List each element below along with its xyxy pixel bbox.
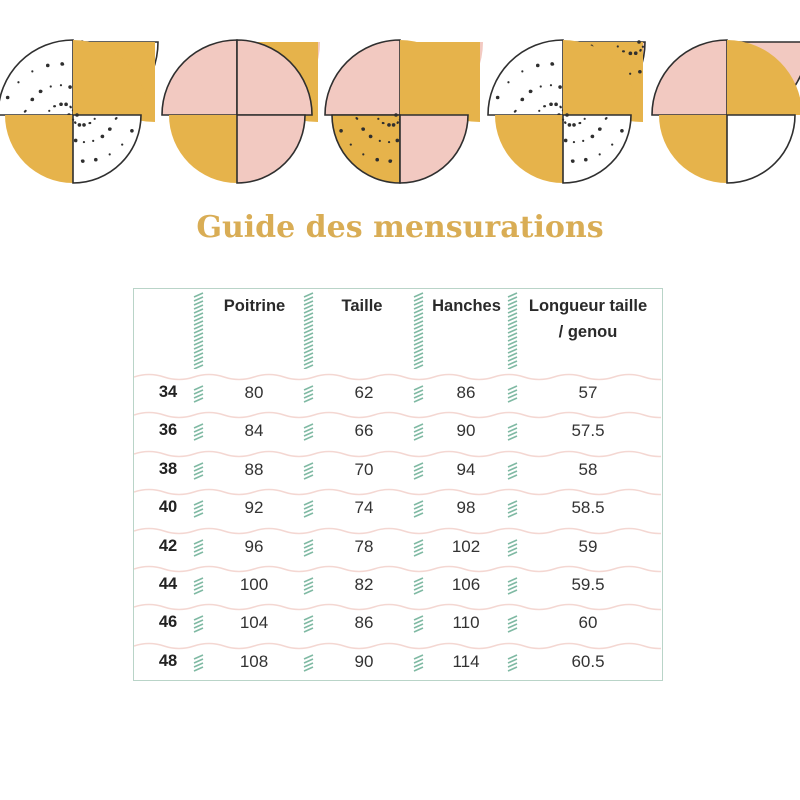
table-cell-poitrine: 80: [244, 383, 264, 402]
size-label: 34: [158, 383, 178, 401]
pattern-dot: [388, 159, 392, 163]
row-hatch-divider: [412, 422, 426, 442]
pattern-dot: [637, 40, 641, 44]
pattern-dot: [617, 45, 619, 47]
pattern-dot: [605, 117, 607, 119]
pattern-dot: [611, 143, 613, 145]
pattern-dot: [397, 122, 399, 124]
row-hatch-divider: [506, 499, 520, 519]
pattern-dot: [514, 111, 516, 113]
pattern-dot: [83, 141, 85, 143]
table-cell-poitrine: 100: [239, 575, 269, 594]
pattern-dot: [377, 118, 379, 120]
pattern-dot: [60, 84, 62, 86]
pattern-dot: [74, 139, 78, 143]
row-hatch-divider: [506, 461, 520, 481]
row-wave-divider: [134, 409, 661, 421]
row-hatch-divider: [192, 499, 206, 519]
table-cell-hanches: 110: [452, 613, 480, 633]
pattern-dot: [550, 84, 552, 86]
table-cell-poitrine: 104: [239, 613, 269, 633]
table-cell-poitrine: 84: [244, 421, 264, 441]
pattern-dot: [599, 153, 601, 155]
pattern-quarter-shape: [659, 115, 727, 183]
pattern-dot: [549, 103, 551, 105]
row-wave-divider: [134, 563, 661, 575]
row-wave-divider: [134, 448, 661, 460]
table-cell-hanches: 86: [456, 383, 476, 402]
row-hatch-divider: [302, 422, 316, 442]
row-hatch-divider: [412, 499, 426, 519]
pattern-dot: [538, 110, 540, 112]
pattern-dot: [59, 103, 61, 105]
pattern-dot: [72, 118, 74, 120]
pattern-dot: [64, 103, 68, 107]
pattern-dot: [361, 128, 363, 130]
pattern-dot: [571, 159, 575, 163]
pattern-dot: [558, 85, 562, 89]
pattern-dot: [620, 129, 624, 133]
row-hatch-divider: [412, 538, 426, 558]
header-hanches: Hanches: [432, 297, 501, 315]
row-hatch-divider: [192, 461, 206, 481]
pattern-dot: [507, 81, 509, 83]
row-wave-divider: [134, 486, 661, 498]
row-hatch-divider: [192, 422, 206, 442]
pattern-dot: [121, 143, 123, 145]
table-cell-longueur: 59.5: [571, 575, 605, 594]
row-hatch-divider: [192, 614, 206, 634]
table-cell-hanches: 90: [456, 421, 476, 441]
pattern-quarter-shape: [162, 40, 237, 115]
header-poitrine: Poitrine: [223, 297, 286, 315]
row-wave-divider: [134, 371, 661, 383]
header-hatch-divider: [302, 291, 316, 369]
pattern-dot: [109, 153, 111, 155]
row-hatch-divider: [412, 576, 426, 596]
table-cell-poitrine: 108: [239, 651, 269, 671]
pattern-dot: [130, 129, 134, 133]
pattern-dot: [94, 158, 98, 162]
table-cell-longueur: 57: [578, 383, 598, 402]
pattern-dot: [564, 139, 568, 143]
table-cell-hanches: 106: [451, 575, 481, 594]
pattern-dot: [565, 113, 569, 117]
pattern-quarter-shape: [169, 115, 237, 183]
header-hatch-divider: [412, 291, 426, 369]
pattern-dot: [559, 106, 561, 108]
pattern-dot: [382, 122, 384, 124]
pattern-dot: [387, 124, 389, 126]
decorative-pattern: [0, 0, 800, 190]
row-hatch-divider: [192, 576, 206, 596]
pattern-dot: [68, 85, 72, 89]
pattern-dot: [24, 111, 26, 113]
row-wave-divider: [134, 525, 661, 537]
pattern-dot: [591, 135, 595, 139]
pattern-dot: [69, 106, 71, 108]
table-cell-hanches: 94: [456, 459, 476, 479]
row-hatch-divider: [192, 384, 206, 404]
pattern-dot: [101, 135, 105, 139]
header-taille: Taille: [341, 297, 383, 315]
pattern-dot: [6, 96, 10, 100]
table-cell-poitrine: 92: [244, 498, 264, 518]
pattern-quarter-shape: [727, 115, 795, 183]
pattern-dot: [379, 140, 381, 142]
pattern-dot: [46, 64, 50, 68]
table-cell-taille: 62: [354, 383, 374, 402]
pattern-dot: [39, 90, 43, 94]
pattern-dot: [634, 51, 638, 55]
row-hatch-divider: [302, 614, 316, 634]
table-cell-taille: 78: [354, 536, 374, 556]
row-wave-divider: [134, 640, 661, 652]
pattern-dot: [75, 113, 79, 117]
table-cell-taille: 90: [354, 651, 374, 671]
pattern-dot: [17, 81, 19, 83]
pattern-dot: [84, 124, 86, 126]
pattern-dot: [584, 158, 588, 162]
table-cell-hanches: 102: [451, 536, 481, 556]
table-cell-longueur: 60: [578, 613, 598, 633]
pattern-dot: [622, 50, 624, 52]
pattern-dot: [50, 85, 52, 87]
row-hatch-divider: [192, 538, 206, 558]
table-cell-longueur: 59: [578, 536, 598, 556]
pattern-dot: [642, 46, 644, 48]
size-label: 42: [158, 536, 178, 555]
table-cell-taille: 70: [354, 459, 374, 479]
row-hatch-divider: [506, 538, 520, 558]
pattern-quarter-shape: [325, 40, 400, 115]
size-label: 38: [158, 459, 178, 478]
pattern-dot: [521, 70, 523, 72]
row-hatch-divider: [192, 653, 206, 673]
page-title: Guide des mensurations: [196, 210, 604, 245]
pattern-dot: [529, 90, 533, 94]
header-hatch-divider: [506, 291, 520, 369]
pattern-dot: [568, 123, 572, 127]
pattern-dot: [584, 118, 586, 120]
size-label: 44: [158, 575, 178, 593]
table-cell-poitrine: 96: [244, 536, 264, 556]
table-cell-hanches: 98: [456, 498, 476, 518]
size-label: 46: [158, 613, 178, 632]
header-longueur: [516, 293, 660, 345]
pattern-dot: [369, 135, 373, 139]
table-cell-taille: 86: [354, 613, 374, 633]
pattern-dot: [81, 159, 85, 163]
size-label: 36: [158, 421, 178, 440]
pattern-quarter-shape: [5, 115, 73, 183]
row-hatch-divider: [506, 384, 520, 404]
row-hatch-divider: [412, 384, 426, 404]
pattern-dot: [564, 122, 566, 124]
pattern-dot: [355, 117, 357, 119]
row-hatch-divider: [302, 576, 316, 596]
pattern-dot: [579, 122, 581, 124]
pattern-dot: [78, 123, 82, 127]
row-hatch-divider: [412, 653, 426, 673]
pattern-dot: [562, 118, 564, 120]
pattern-dot: [94, 118, 96, 120]
pattern-dot: [394, 113, 398, 117]
pattern-quarter-shape: [237, 115, 305, 183]
pattern-dot: [582, 140, 584, 142]
row-hatch-divider: [302, 461, 316, 481]
size-label: 40: [158, 498, 178, 517]
pattern-dot: [392, 123, 396, 127]
row-hatch-divider: [302, 384, 316, 404]
pattern-dot: [31, 70, 33, 72]
size-table: [133, 288, 663, 681]
table-cell-hanches: 114: [452, 651, 480, 671]
row-hatch-divider: [506, 653, 520, 673]
pattern-dot: [629, 52, 631, 54]
pattern-quarter-shape: [652, 40, 727, 115]
pattern-dot: [109, 128, 111, 130]
row-hatch-divider: [412, 614, 426, 634]
size-label: 48: [158, 651, 178, 670]
row-hatch-divider: [506, 576, 520, 596]
pattern-dot: [543, 105, 545, 107]
pattern-dot: [520, 99, 522, 101]
table-cell-taille: 66: [354, 421, 374, 441]
table-cell-longueur: 60.5: [571, 651, 605, 671]
row-hatch-divider: [302, 538, 316, 558]
row-hatch-divider: [412, 461, 426, 481]
pattern-dot: [639, 50, 641, 52]
pattern-dot: [60, 62, 64, 66]
pattern-quarter-shape: [400, 115, 468, 183]
pattern-dot: [638, 70, 642, 74]
pattern-dot: [53, 105, 55, 107]
table-cell-longueur: 57.5: [571, 421, 605, 441]
table-cell-longueur: 58: [578, 459, 598, 479]
table-cell-longueur: 58.5: [571, 498, 605, 518]
pattern-dot: [536, 64, 540, 68]
row-hatch-divider: [302, 653, 316, 673]
pattern-dot: [89, 122, 91, 124]
pattern-dot: [629, 73, 631, 75]
pattern-dot: [396, 139, 400, 143]
pattern-dot: [74, 122, 76, 124]
pattern-dot: [115, 117, 117, 119]
row-hatch-divider: [506, 422, 520, 442]
pattern-dot: [375, 158, 379, 162]
pattern-dot: [540, 85, 542, 87]
row-hatch-divider: [302, 499, 316, 519]
pattern-dot: [574, 124, 576, 126]
row-hatch-divider: [506, 614, 520, 634]
pattern-dot: [92, 140, 94, 142]
pattern-dot: [550, 62, 554, 66]
pattern-dot: [496, 96, 500, 100]
pattern-dot: [554, 103, 558, 107]
pattern-dot: [362, 153, 364, 155]
header-longueur-line2: / genou: [558, 323, 618, 341]
pattern-dot: [350, 143, 352, 145]
header-longueur-line1: Longueur taille: [528, 297, 648, 315]
pattern-dot: [599, 128, 601, 130]
pattern-dot: [339, 129, 343, 133]
pattern-dot: [573, 141, 575, 143]
pattern-quarter-shape: [495, 115, 563, 183]
table-cell-poitrine: 88: [244, 459, 264, 479]
header-hatch-divider: [192, 291, 206, 369]
pattern-dot: [48, 110, 50, 112]
table-cell-taille: 82: [354, 575, 374, 594]
pattern-dot: [30, 99, 32, 101]
pattern-dot: [388, 141, 390, 143]
row-wave-divider: [134, 601, 661, 613]
table-cell-taille: 74: [354, 498, 374, 518]
